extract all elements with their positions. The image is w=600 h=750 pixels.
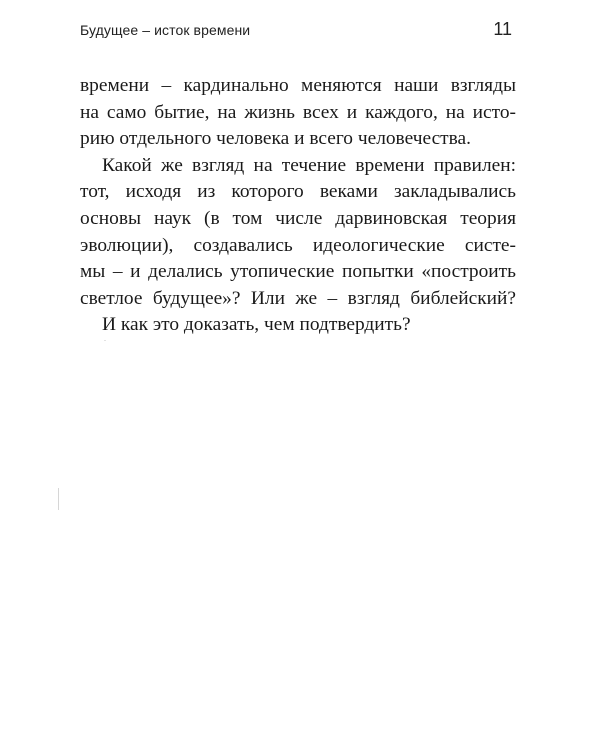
body-text [80, 73, 516, 339]
page-number: 11 [493, 19, 512, 39]
running-header-title: Будущее – исток времени [80, 22, 251, 38]
text-line: мы – и делались утопические попытки «построить [80, 261, 516, 283]
scan-margin-mark [58, 488, 59, 510]
text-line: на само бытие, на жизнь всех и каждого, на исто- [80, 101, 516, 123]
text-line: рию отдельного человека и всего человечества. [80, 128, 472, 150]
text-line: эволюции), создавались идеологические систе- [80, 234, 516, 256]
text-line: светлое будущее»? Или же – взгляд библейский? [80, 287, 516, 309]
text-line: основы наук (в том числе дарвиновская теория [80, 207, 516, 229]
text-line: И как это доказать, чем подтвердить? [102, 314, 411, 336]
text-line: Какой же взгляд на течение времени правилен: [102, 154, 516, 176]
text-line: времени – кардинально меняются наши взгляды [80, 75, 516, 96]
scan-speck [104, 340, 106, 341]
text-line: тот, исходя из которого веками закладывались [80, 181, 516, 203]
